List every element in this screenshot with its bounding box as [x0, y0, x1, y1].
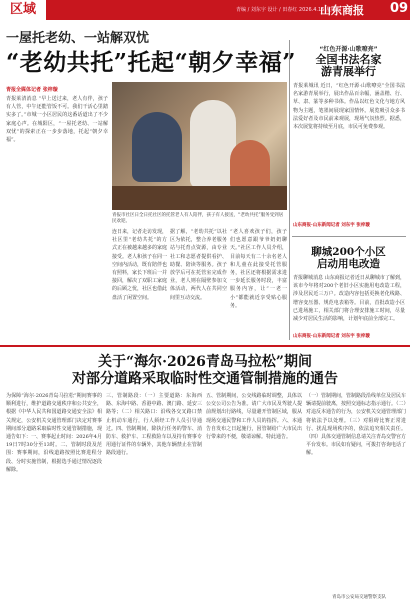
side-story-title: 全国书法名家 游青展举行 [315, 53, 382, 78]
notice-column-1: 为保障“海尔·2026青岛马拉松”期间赛事的顺利进行，维护道路交通秩序和公共安全，根据《中华人民共和国道路交通安全法》相关规定，公安机关交通管理部门决定对赛事期间部分道路采取临时性交通管制措施，现通告如下：一、赛事起止时间：2026年4月19日7时30分至13时。二、管制时段及范围：赛事期间，沿线道路按照比赛进程分段、分时实施管制，根据选手通过情况逐段解除。 [6, 393, 102, 473]
short-story-byline: 山东商报·山东新闻记者 刘东宇 张梓璇 [293, 334, 370, 339]
story-photo [112, 82, 287, 210]
story-column-2: 连日来，记者走访发现，社区里“老幼共托”的方式正在被越来越多的家庭接受。老人和孩子在同一空间内活动，既有陪伴也有照料，家长下班后一并接回，解决了双职工家庭的后顾之忧，社区也借此盘活了闲置空间。 [112, 229, 167, 301]
side-story-kicker: “红色开源·山歌嘹亮” [319, 46, 378, 53]
story-column-3: 据了解，“老幼共托”以社区为依托，整合养老服务站与托育点资源，由专业社工和志愿者提供看护、助餐、陪读等服务。孩子放学后可在托管室完成作业，老人则在隔壁参加文体活动，两代人在共同空间里互动交流。 [170, 229, 227, 301]
side-story-byline: 山东商报·山东新闻记者 刘东宇 张梓璇 [293, 223, 370, 228]
short-story-body: 青报聊城消息 山东商报记者近日从聊城市了解到，该市今年将对200个老旧小区实施用电改造工程，涉及居民近三万户。改造内容包括更换老化线路、增容变压器、规范电表箱等。目前，首批改造小区已进场施工，相关部门将合理安排施工时间，尽量减少对居民生活的影响，计划年底前全部完工。 [293, 275, 405, 323]
story-paragraph: 青报莱清消息 “早上送过来，老人有伴，孩子有人管，中午还能管饭不可。我们干活心里踏实多了。”市城一小区居民的这番话道出了不少家庭心声。在城阳区，“一屋托老幼、一站解双忧”的探索正在一步步落地，托起“朝夕幸福”。 [6, 96, 108, 144]
notice-title: 关于“海尔·2026青岛马拉松”期间 对部分道路采取临时性交通管制措施的通告 [72, 354, 338, 387]
notice-column-4: （一）管制期间，管制路段沿线单位及居民车辆请提前驶离，按照交通标志指示通行。（二）对违反本通告的行为，公安机关交通管理部门将依法予以处理。（三）对阻碍比赛正常进行、扰乱现场秩序的，依法追究相关责任。（四）具体交通管制信息请关注青岛交警官方平台发布。市民如有疑问，可拨打咨询电话了解。 [306, 393, 406, 457]
notice-top-rule [0, 345, 410, 347]
side-story-body: 青报莱城讯 近日，“红色开源·山歌嘹亮”全国书法名家游青展举行，展出作品百余幅，涵盖楷、行、草、隶、篆等多种书体。作品以红色文化与地方风物为主题，笔墨间展现家国情怀。展览吸引众多书法爱好者及市民前来观展，现场气氛热烈。据悉，本次展览将持续至月底，市民可免费参观。 [293, 83, 405, 131]
story-kicker: 一屋托老幼、一站解双忧 [6, 31, 150, 46]
story-byline: 青报全媒体记者 张梓璇 [6, 87, 58, 93]
header-info: 青编 / 刘东宇 设计 / 田春红 2026.4.16 星期四 [236, 7, 341, 13]
story-column-1 [6, 86, 108, 338]
column-divider [289, 40, 290, 340]
photo-caption: 青报市社区日全日托社区的托管老人有人陪伴，孩子有人接送，“老幼共托”服务受到居民欢迎。 [112, 213, 284, 224]
notice-column-2: 三、管制路段：（一）主要道路：东海西路、东海中路、香港中路、澳门路、延安三路等；（二）相关路口：沿线各交叉路口禁止机动车通行，行人须经工作人员引导通过。四、管制期间，除执行任务的警车、消防车、救护车、工程救险车以及持有赛事专用通行证件的车辆外，其他车辆禁止在管制路段通行。 [106, 393, 202, 457]
notice-issuer: 青岛市公安局交通警察支队 [332, 595, 386, 600]
story-headline: “老幼共托”托起“朝夕幸福” [6, 49, 296, 76]
page-number: 09 [390, 1, 409, 16]
notice-column-3: 五、管制期间，公交线路临时调整，具体以公交公司公告为准。请广大市民及驾驶人提前规划出行路线，尽量避开管制区域，服从现场交通民警和工作人员的指挥。六、本通告自发布之日起施行，因管制给广大市民出行带来的不便，敬请谅解。特此通告。 [206, 393, 302, 441]
newspaper-name: 山东商报 [320, 4, 364, 17]
story-column-4: “老人喜欢孩子们，孩子们也愿意跟爷爷奶奶聊天。”社区工作人员介绍，目前每天有二十余名老人和儿童在此接受托管服务，社区还将根据需求进一步延长服务时段，丰富服务内容，让“一老一小”都能就近享受贴心服务。 [230, 229, 287, 309]
short-story-title: 聊城200个小区 启动用电改造 [311, 246, 386, 270]
side-divider [292, 236, 406, 237]
section-label: 区域 [0, 0, 46, 20]
